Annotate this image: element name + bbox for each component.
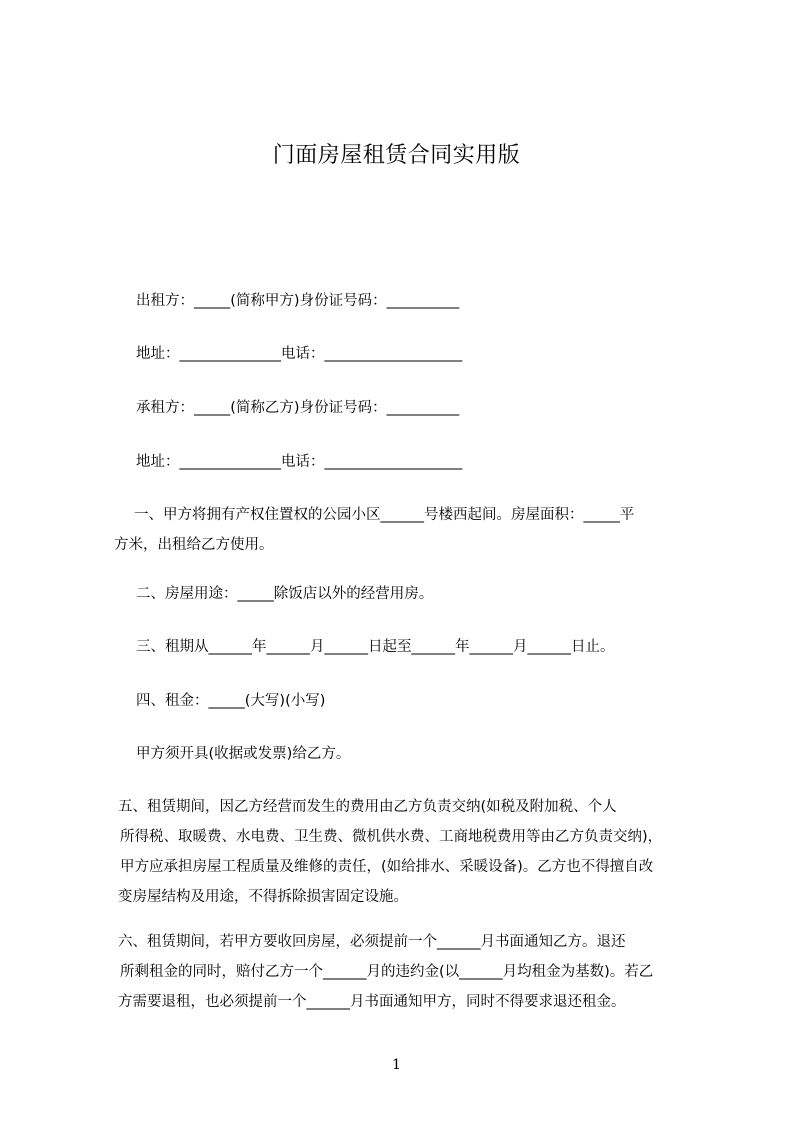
clause-6-line: 六、租赁期间，若甲方要收回房屋，必须提前一个______月书面通知乙方。退还 [118, 934, 626, 950]
clause-5 [118, 792, 708, 912]
clause-6-line: 方需要退租，也必须提前一个______月书面通知甲方，同时不得要求退还租金。 [118, 994, 626, 1010]
clause-2: 二、房屋用途：_____除饭店以外的经营用房。 [136, 586, 434, 602]
page-number: 1 [392, 1057, 401, 1073]
clause-5-line: 所得税、取暖费、水电费、卫生费、微机供水费、工商地税费用等由乙方负责交纳)， [120, 829, 663, 845]
clause-5-line: 五、租赁期间，因乙方经营而发生的费用由乙方负责交纳(如税及附加税、个人 [118, 799, 617, 815]
lessee-info: 承租方：_____(简称乙方)身份证号码：__________ [136, 400, 460, 416]
clause-6-line: 所剩租金的同时，赔付乙方一个______月的违约金(以______月均租金为基数)。若乙 [120, 964, 654, 980]
clause-4-note: 甲方须开具(收据或发票)给乙方。 [136, 746, 351, 762]
clause-6 [118, 927, 708, 1017]
lessor-address: 地址：______________电话：___________________ [136, 346, 463, 362]
page-title: 门面房屋租赁合同实用版 [272, 143, 521, 168]
lessee-address: 地址：______________电话：___________________ [136, 454, 463, 470]
clause-3: 三、租期从______年______月______日起至______年______月______日止。 [136, 639, 615, 655]
clause-5-line: 甲方应承担房屋工程质量及维修的责任，(如给排水、采暖设备)。乙方也不得擅自改 [120, 859, 654, 875]
clause-5-line: 变房屋结构及用途，不得拆除损害固定设施。 [118, 889, 408, 905]
clause-1-line: 方米，出租给乙方使用。 [114, 537, 274, 553]
lessor-info: 出租方：_____(简称甲方)身份证号码：__________ [136, 293, 460, 309]
clause-4: 四、租金：_____(大写)(小写) [136, 693, 326, 709]
clause-1 [114, 500, 704, 560]
clause-1-line: 一、甲方将拥有产权住置权的公园小区______号楼西起间。房屋面积：_____平 [134, 507, 635, 523]
